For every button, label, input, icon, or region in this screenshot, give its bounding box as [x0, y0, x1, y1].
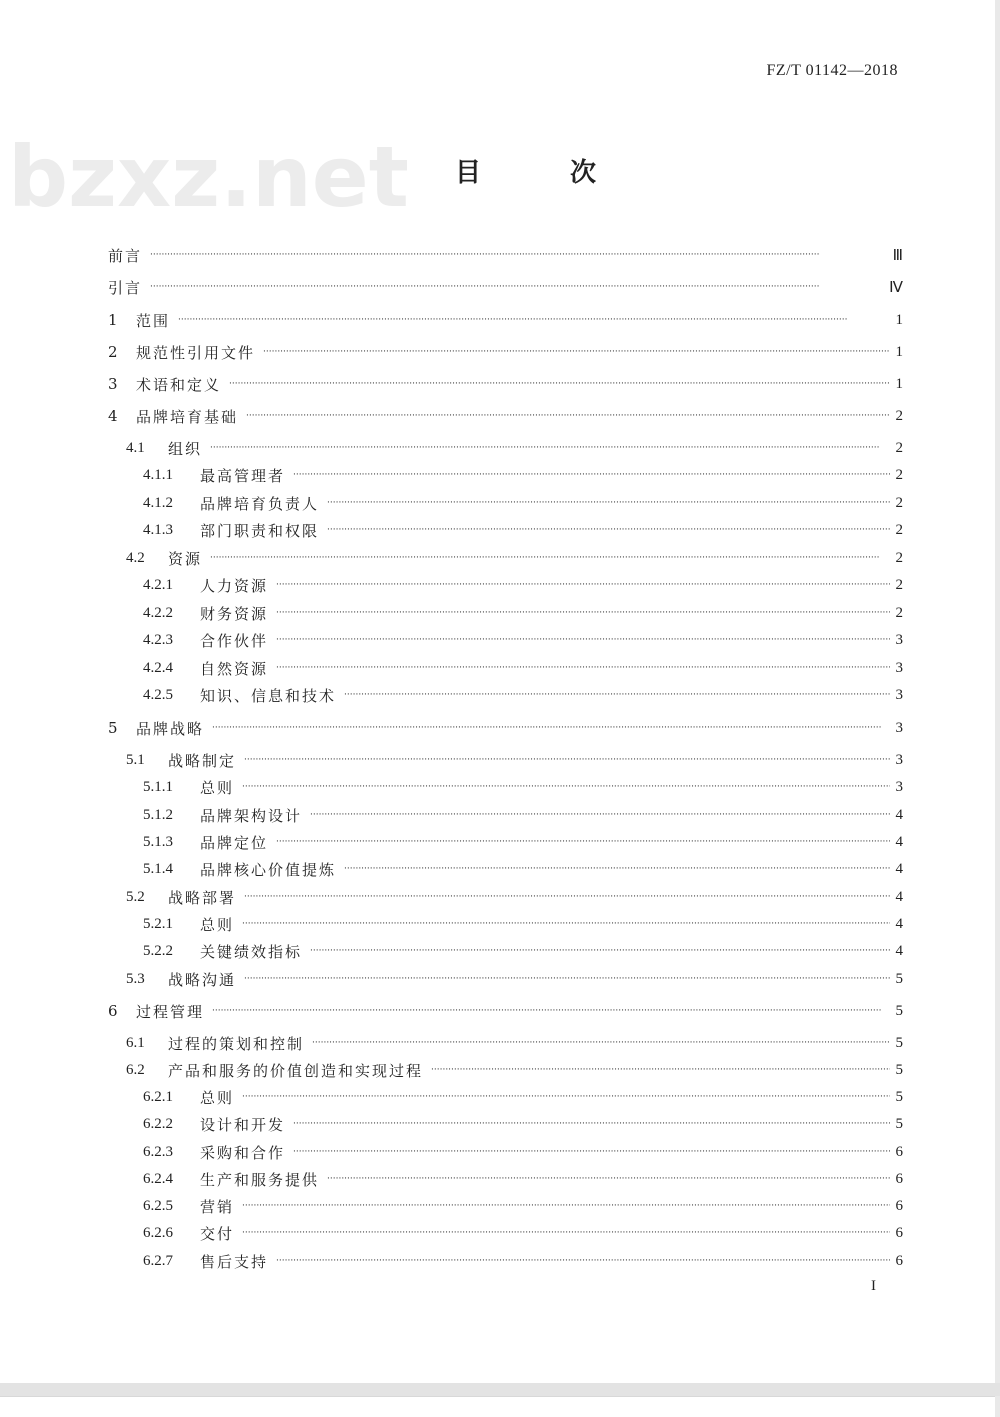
toc-entry-title: 术语和定义 — [136, 375, 222, 394]
toc-entry[interactable] — [108, 1032, 903, 1054]
toc-entry-number: 4.2.2 — [143, 604, 173, 621]
toc-entry-page: 3 — [895, 778, 903, 795]
toc-entry-number: 4.2 — [126, 549, 145, 566]
toc-dot-leader — [178, 315, 889, 325]
toc-dot-leader — [327, 1174, 889, 1184]
toc-dot-leader — [276, 635, 889, 645]
toc-dot-leader — [246, 411, 889, 421]
toc-entry[interactable] — [108, 1195, 903, 1217]
toc-entry-number: 5.1.2 — [143, 806, 173, 823]
toc-entry[interactable] — [108, 804, 903, 826]
toc-entry[interactable] — [108, 547, 903, 569]
toc-entry[interactable] — [108, 776, 903, 798]
toc-entry-title: 品牌战略 — [136, 719, 205, 738]
toc-entry-number: 6 — [108, 1002, 118, 1020]
toc-entry-title: 设计和开发 — [200, 1115, 286, 1134]
toc-entry-page: 5 — [895, 1034, 903, 1051]
toc-entry[interactable] — [108, 968, 903, 990]
toc-entry-number: 4.2.4 — [143, 659, 173, 676]
toc-dot-leader — [242, 1092, 889, 1102]
toc-dot-leader — [327, 498, 889, 508]
toc-entry-page: 3 — [895, 686, 903, 703]
toc-dot-leader — [150, 250, 887, 260]
toc-dot-leader — [344, 690, 889, 700]
toc-dot-leader — [210, 553, 889, 563]
toc-entry-page: 4 — [895, 806, 903, 823]
toc-entry-page: 2 — [895, 494, 903, 511]
toc-entry-title: 战略制定 — [168, 751, 237, 770]
toc-entry-page: 1 — [895, 375, 903, 392]
toc-dot-leader — [310, 946, 889, 956]
toc-dot-leader — [276, 837, 889, 847]
toc-entry[interactable] — [108, 1086, 903, 1108]
toc-entry-number: 5.3 — [126, 970, 145, 987]
toc-entry-title: 人力资源 — [200, 576, 269, 595]
toc-dot-leader — [229, 379, 889, 389]
toc-entry-page: 4 — [895, 860, 903, 877]
page-separator — [0, 1383, 1000, 1396]
toc-entry-title: 战略部署 — [168, 888, 237, 907]
toc-entry[interactable] — [108, 1250, 903, 1272]
toc-dot-leader — [212, 723, 889, 733]
toc-entry-title: 关键绩效指标 — [200, 942, 303, 961]
toc-entry[interactable] — [108, 1222, 903, 1244]
toc-entry-number: 4.2.1 — [143, 576, 173, 593]
toc-entry-page: 3 — [895, 719, 903, 736]
toc-entry-number: 6.2.5 — [143, 1197, 173, 1214]
toc-entry-page: 3 — [895, 659, 903, 676]
toc-entry-page: 2 — [895, 549, 903, 566]
toc-entry[interactable] — [108, 602, 903, 624]
toc-entry-page: 4 — [895, 942, 903, 959]
toc-entry[interactable] — [108, 858, 903, 880]
toc-entry[interactable] — [108, 309, 903, 331]
toc-entry-number: 5.1 — [126, 751, 145, 768]
toc-dot-leader — [242, 782, 889, 792]
toc-entry-title: 产品和服务的价值创造和实现过程 — [168, 1061, 424, 1080]
toc-entry[interactable] — [108, 373, 903, 395]
toc-entry[interactable] — [108, 276, 903, 298]
toc-entry-number: 4.2.3 — [143, 631, 173, 648]
toc-entry-title: 财务资源 — [200, 604, 269, 623]
toc-entry-title: 合作伙伴 — [200, 631, 269, 650]
toc-entry[interactable] — [108, 1141, 903, 1163]
toc-entry[interactable] — [108, 244, 903, 266]
toc-entry-page: Ⅲ — [892, 247, 903, 264]
toc-entry-title: 总则 — [200, 915, 235, 934]
toc-dot-leader — [276, 580, 889, 590]
toc-entry-number: 4.1.1 — [143, 466, 173, 483]
toc-entry[interactable] — [108, 657, 903, 679]
toc-dot-leader — [244, 974, 889, 984]
toc-entry-number: 4 — [108, 407, 118, 425]
toc-entry[interactable] — [108, 831, 903, 853]
toc-entry-title: 品牌架构设计 — [200, 806, 303, 825]
toc-entry[interactable] — [108, 1059, 903, 1081]
toc-entry-title: 总则 — [200, 1088, 235, 1107]
toc-entry-page: 3 — [895, 631, 903, 648]
toc-dot-leader — [276, 1256, 889, 1266]
toc-dot-leader — [276, 608, 889, 618]
toc-entry-title: 采购和合作 — [200, 1143, 286, 1162]
toc-entry-title: 品牌培育基础 — [136, 407, 239, 426]
toc-entry[interactable] — [108, 574, 903, 596]
toc-entry[interactable] — [108, 1113, 903, 1135]
toc-entry-page: 2 — [895, 521, 903, 538]
toc-entry-title: 知识、信息和技术 — [200, 686, 337, 705]
toc-entry-title: 前言 — [108, 246, 143, 265]
toc-entry-page: 2 — [895, 576, 903, 593]
toc-entry-page: 5 — [895, 970, 903, 987]
toc-entry-number: 4.1.3 — [143, 521, 173, 538]
toc-entry-number: 6.2.6 — [143, 1224, 173, 1241]
toc-entry-page: 4 — [895, 888, 903, 905]
toc-entry-number: 5 — [108, 719, 118, 737]
toc-entry-title: 规范性引用文件 — [136, 343, 256, 362]
toc-entry[interactable] — [108, 405, 903, 427]
toc-entry[interactable] — [108, 492, 903, 514]
toc-entry-title: 品牌核心价值提炼 — [200, 860, 337, 879]
toc-entry-number: 6.2.4 — [143, 1170, 173, 1187]
toc-entry-title: 营销 — [200, 1197, 235, 1216]
toc-entry-page: 6 — [895, 1143, 903, 1160]
toc-entry-title: 交付 — [200, 1224, 235, 1243]
toc-dot-leader — [431, 1065, 889, 1075]
toc-entry-number: 6.2.7 — [143, 1252, 173, 1269]
toc-dot-leader — [327, 525, 889, 535]
toc-entry[interactable] — [108, 1168, 903, 1190]
toc-entry-page: 2 — [895, 439, 903, 456]
toc-entry[interactable] — [108, 717, 903, 739]
toc-entry-page: 2 — [895, 466, 903, 483]
document-code: FZ/T 01142—2018 — [766, 62, 898, 79]
toc-entry[interactable] — [108, 464, 903, 486]
toc-dot-leader — [150, 282, 883, 292]
toc-entry-page: 2 — [895, 407, 903, 424]
toc-entry-title: 战略沟通 — [168, 970, 237, 989]
toc-entry-number: 1 — [108, 311, 118, 329]
toc-entry-number: 5.1.1 — [143, 778, 173, 795]
toc-entry[interactable] — [108, 629, 903, 651]
next-page — [0, 1396, 995, 1417]
toc-entry-number: 6.1 — [126, 1034, 145, 1051]
toc-entry-title: 过程的策划和控制 — [168, 1034, 305, 1053]
toc-dot-leader — [293, 470, 889, 480]
toc-entry-number: 4.2.5 — [143, 686, 173, 703]
toc-dot-leader — [242, 1201, 889, 1211]
toc-entry-number: 6.2.2 — [143, 1115, 173, 1132]
toc-entry-title: 自然资源 — [200, 659, 269, 678]
watermark: bzxz.net — [8, 128, 409, 226]
toc-entry[interactable] — [108, 940, 903, 962]
toc-entry-page: 5 — [895, 1115, 903, 1132]
toc-entry-title: 部门职责和权限 — [200, 521, 320, 540]
toc-entry[interactable] — [108, 437, 903, 459]
toc-entry-title: 品牌定位 — [200, 833, 269, 852]
toc-entry-page: 6 — [895, 1170, 903, 1187]
toc-entry-title: 范围 — [136, 311, 171, 330]
page-title: 目 次 — [455, 158, 637, 188]
toc-entry-title: 引言 — [108, 278, 143, 297]
page-number: I — [871, 1278, 876, 1294]
toc-entry-page: 3 — [895, 751, 903, 768]
toc-entry-page: 5 — [895, 1088, 903, 1105]
toc-entry-title: 品牌培育负责人 — [200, 494, 320, 513]
toc-entry[interactable] — [108, 519, 903, 541]
toc-dot-leader — [344, 864, 889, 874]
toc-entry-number: 2 — [108, 343, 118, 361]
toc-entry-number: 5.1.4 — [143, 860, 173, 877]
toc-entry-title: 生产和服务提供 — [200, 1170, 320, 1189]
toc-entry-page: Ⅳ — [889, 279, 903, 296]
toc-entry[interactable] — [108, 886, 903, 908]
toc-entry-page: 2 — [895, 604, 903, 621]
toc-entry-page: 6 — [895, 1224, 903, 1241]
toc-dot-leader — [263, 347, 889, 357]
toc-entry-number: 3 — [108, 375, 118, 393]
toc-entry-title: 最高管理者 — [200, 466, 286, 485]
toc-entry[interactable] — [108, 341, 903, 363]
toc-entry-title: 过程管理 — [136, 1002, 205, 1021]
toc-dot-leader — [210, 443, 889, 453]
toc-entry-number: 5.2.1 — [143, 915, 173, 932]
toc-dot-leader — [293, 1119, 889, 1129]
toc-entry-page: 1 — [895, 311, 903, 328]
toc-entry-title: 组织 — [168, 439, 203, 458]
toc-entry-number: 5.2.2 — [143, 942, 173, 959]
toc-entry-number: 5.1.3 — [143, 833, 173, 850]
toc-entry-title: 售后支持 — [200, 1252, 269, 1271]
toc-entry[interactable] — [108, 913, 903, 935]
toc-entry-page: 6 — [895, 1197, 903, 1214]
toc-entry-page: 1 — [895, 343, 903, 360]
toc-entry-page: 6 — [895, 1252, 903, 1269]
toc-entry-number: 6.2.3 — [143, 1143, 173, 1160]
toc-dot-leader — [242, 1228, 889, 1238]
toc-entry[interactable] — [108, 749, 903, 771]
toc-entry[interactable] — [108, 684, 903, 706]
toc-entry-number: 6.2 — [126, 1061, 145, 1078]
toc-entry-number: 6.2.1 — [143, 1088, 173, 1105]
toc-entry-title: 资源 — [168, 549, 203, 568]
toc-dot-leader — [310, 810, 889, 820]
toc-dot-leader — [293, 1147, 889, 1157]
toc-dot-leader — [244, 892, 889, 902]
toc-entry-page: 5 — [895, 1061, 903, 1078]
toc-entry-title: 总则 — [200, 778, 235, 797]
toc-entry-page: 5 — [895, 1002, 903, 1019]
toc-entry-number: 5.2 — [126, 888, 145, 905]
toc-dot-leader — [312, 1038, 889, 1048]
toc-entry-number: 4.1 — [126, 439, 145, 456]
toc-entry-page: 4 — [895, 833, 903, 850]
toc-dot-leader — [212, 1006, 889, 1016]
toc-entry-page: 4 — [895, 915, 903, 932]
toc-dot-leader — [244, 755, 889, 765]
toc-entry-number: 4.1.2 — [143, 494, 173, 511]
toc-dot-leader — [276, 663, 889, 673]
toc-dot-leader — [242, 919, 889, 929]
toc-entry[interactable] — [108, 1000, 903, 1022]
